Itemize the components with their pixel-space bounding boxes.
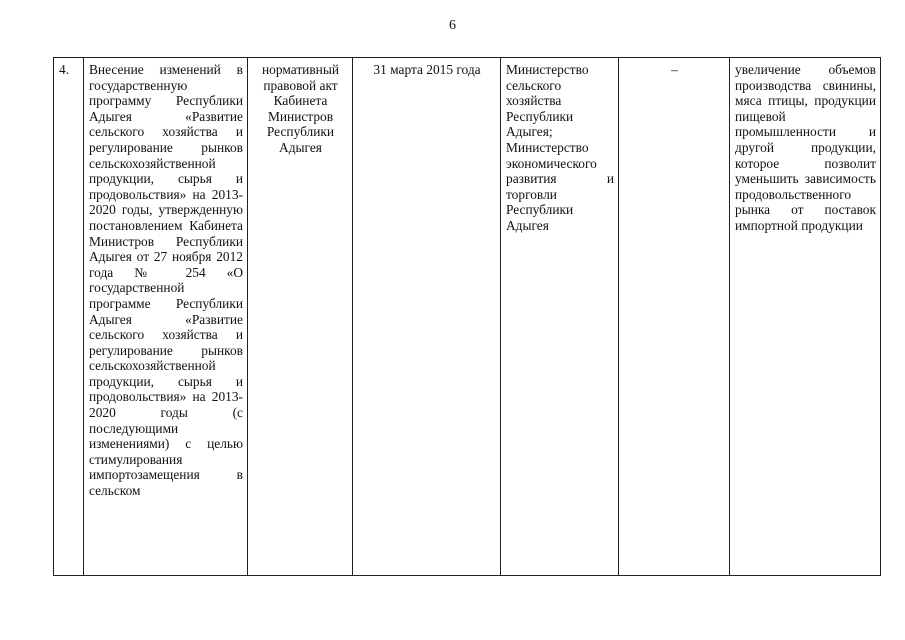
table-row [54, 58, 881, 576]
funding-cell: – [619, 58, 730, 576]
document-type-cell: нормативный правовой акт Кабинета Министров Республики Адыгея [248, 58, 353, 576]
row-number-cell: 4. [54, 58, 84, 576]
deadline-cell: 31 марта 2015 года [353, 58, 501, 576]
expected-result-cell: увеличение объемов производства свинины, мяса птицы, продукции пищевой промышленности и другой продукции, которое позволит уменьшить зависимость продовольственного рынка от поставок импортной продукции [730, 58, 881, 576]
page-number: 6 [449, 18, 456, 33]
measures-table [53, 57, 881, 576]
responsible-cell: Министерство сельского хозяйства Республики Адыгея; Министерство экономического развития и торговли Республики Адыгея [501, 58, 619, 576]
measure-name-cell: Внесение изменений в государственную программу Республики Адыгея «Развитие сельского хозяйства и регулирование рынков сельскохозяйственной продукции, сырья и продовольствия» на 2013-2020 годы, утвержденную постановлением Кабинета Министров Республики Адыгея от 27 ноября 2012 года № 254 «О государственной программе Республики Адыгея «Развитие сельского хозяйства и регулирование рынков сельскохозяйственной продукции, сырья и продовольствия» на 2013-2020 годы (с последующими изменениями) с целью стимулирования импортозамещения в сельском [84, 58, 248, 576]
